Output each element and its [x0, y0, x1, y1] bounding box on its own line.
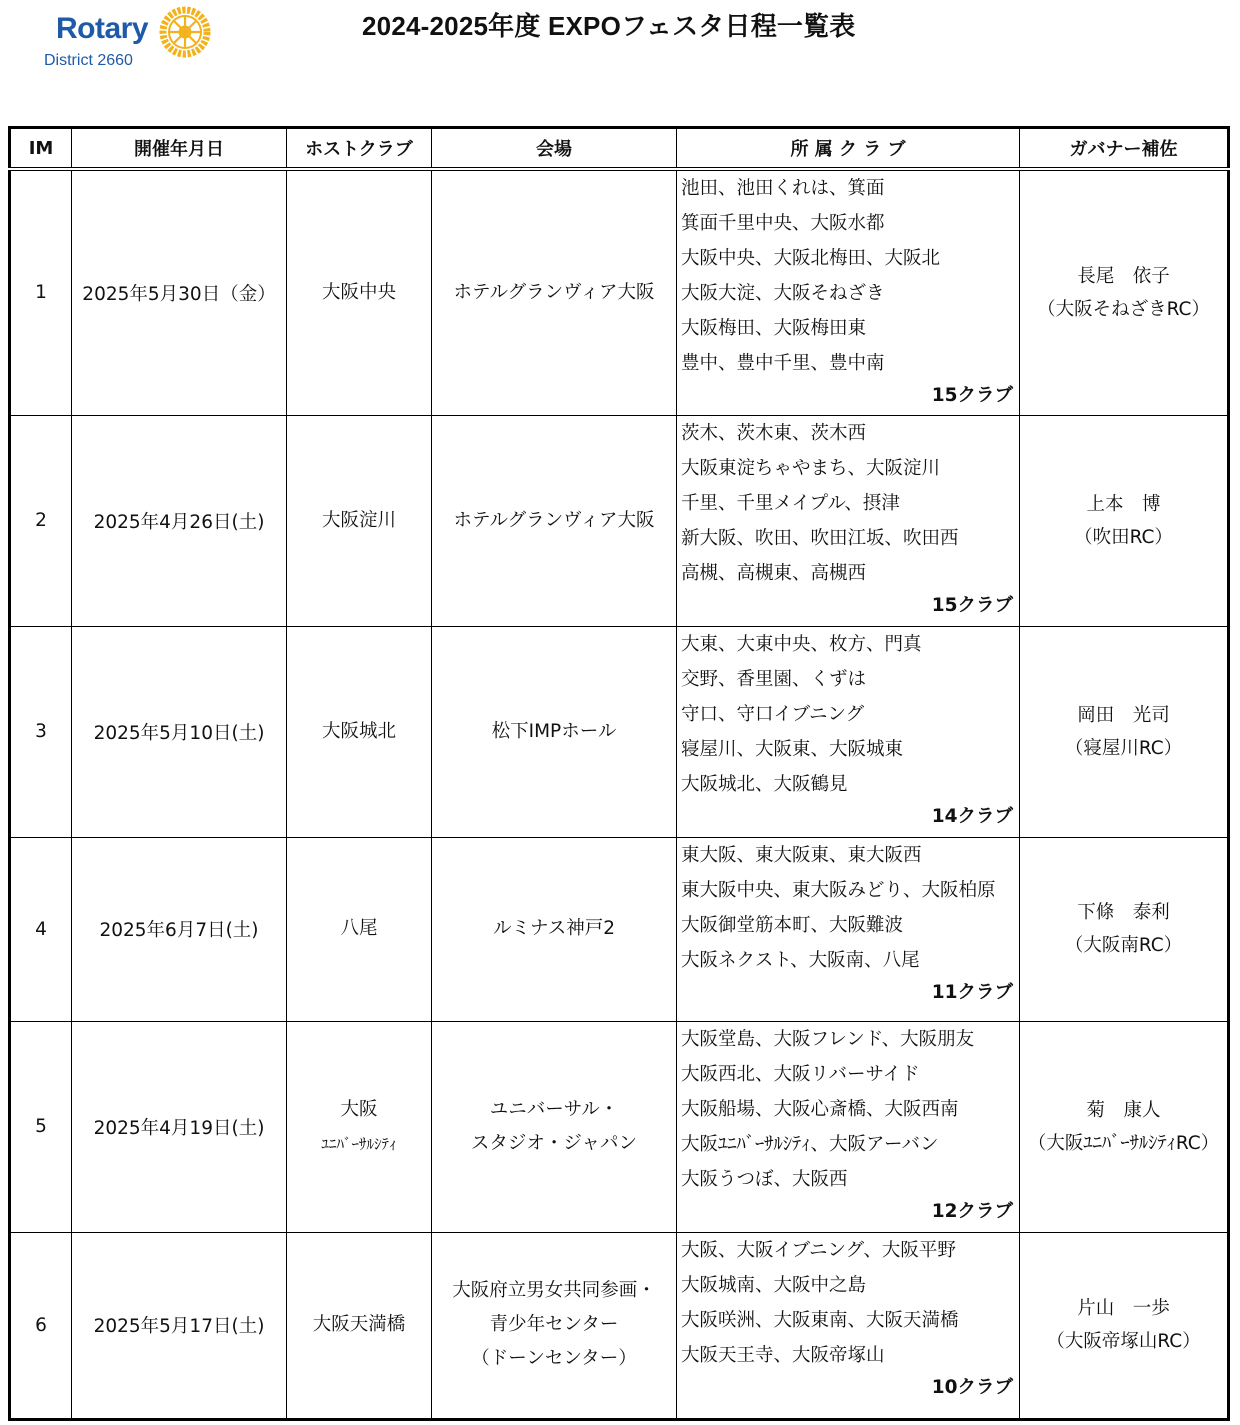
club-line: 高槻、高槻東、高槻西 — [681, 562, 867, 584]
date-cell: 2025年6月7日(土) — [72, 837, 287, 1021]
club-count: 12クラブ — [931, 1200, 1013, 1222]
logo-district: District 2660 — [44, 52, 133, 69]
venue-cell — [432, 415, 677, 626]
governor-cell — [1020, 626, 1229, 837]
club-count: 14クラブ — [931, 805, 1013, 827]
date-cell: 2025年5月30日（金） — [72, 169, 287, 415]
host-cell — [287, 1232, 432, 1419]
venue-line: スタジオ・ジャパン — [470, 1132, 638, 1154]
venue-line: （ドーンセンター） — [471, 1348, 637, 1369]
date-cell: 2025年4月26日(土) — [72, 415, 287, 626]
club-line: 大阪梅田、大阪梅田東 — [681, 318, 867, 339]
im-cell: 4 — [10, 837, 72, 1021]
governor-cell — [1020, 415, 1229, 626]
column-header-im: IM — [10, 128, 72, 170]
club-line: 大東、大東中央、枚方、門真 — [681, 633, 922, 655]
club-count: 11クラブ — [931, 981, 1013, 1003]
clubs-cell — [677, 169, 1020, 415]
club-line: 大阪大淀、大阪そねざき — [681, 283, 885, 304]
club-line: 豊中、豊中千里、豊中南 — [681, 353, 885, 374]
host-line: 八尾 — [340, 918, 378, 939]
club-line: 寝屋川、大阪東、大阪城東 — [681, 738, 904, 760]
schedule-table — [8, 126, 1230, 1421]
club-line: 新大阪、吹田、吹田江坂、吹田西 — [681, 527, 959, 549]
rotary-logo — [40, 2, 230, 74]
club-line: 大阪うつぼ、大阪西 — [681, 1168, 848, 1190]
host-cell — [287, 1021, 432, 1232]
im-cell: 3 — [10, 626, 72, 837]
column-header-clubs: 所 属 ク ラ ブ — [677, 128, 1020, 170]
host-line: 大阪城北 — [321, 720, 396, 742]
club-line: 東大阪、東大阪東、東大阪西 — [681, 844, 922, 866]
club-line: 大阪城南、大阪中之島 — [681, 1274, 867, 1296]
venue-cell — [432, 1021, 677, 1232]
table-body — [10, 169, 1229, 1419]
club-line: 茨木、茨木東、茨木西 — [681, 422, 867, 444]
date-cell: 2025年5月17日(土) — [72, 1232, 287, 1419]
club-line: 大阪東淀ちゃやまち、大阪淀川 — [681, 457, 941, 479]
table-row — [10, 1232, 1229, 1419]
governor-cell — [1020, 1232, 1229, 1419]
governor-club: （大阪そねざきRC） — [1037, 298, 1210, 320]
table-row — [10, 837, 1229, 1021]
logo-text: Rotary — [56, 12, 149, 45]
club-line: 大阪天王寺、大阪帝塚山 — [681, 1344, 885, 1366]
page-title: 2024-2025年度 EXPOフェスタ日程一覧表 — [362, 11, 856, 41]
club-line: 大阪御堂筋本町、大阪難波 — [681, 914, 904, 936]
club-count: 10クラブ — [931, 1376, 1013, 1398]
club-line: 大阪堂島、大阪フレンド、大阪朋友 — [681, 1028, 975, 1050]
club-line: 大阪中央、大阪北梅田、大阪北 — [681, 248, 941, 269]
venue-cell — [432, 626, 677, 837]
venue-cell — [432, 169, 677, 415]
host-line: 大阪天満橋 — [312, 1314, 406, 1335]
club-line: 交野、香里園、くずは — [681, 668, 867, 690]
host-line: 大阪中央 — [321, 281, 396, 303]
venue-line: ホテルグランヴィア大阪 — [453, 509, 655, 531]
date-cell: 2025年4月19日(土) — [72, 1021, 287, 1232]
host-cell — [287, 169, 432, 415]
governor-name: 長尾 依子 — [1077, 265, 1170, 287]
im-cell: 6 — [10, 1232, 72, 1419]
governor-name: 下條 泰利 — [1077, 902, 1170, 923]
table-row — [10, 626, 1229, 837]
host-line: ﾕﾆﾊﾞｰｻﾙｼﾃｨ — [321, 1134, 397, 1153]
club-line: 箕面千里中央、大阪水都 — [681, 213, 885, 234]
table-row — [10, 169, 1229, 415]
host-cell — [287, 626, 432, 837]
club-line: 東大阪中央、東大阪みどり、大阪柏原 — [681, 879, 996, 901]
governor-name: 片山 一歩 — [1077, 1298, 1170, 1319]
im-cell: 5 — [10, 1021, 72, 1232]
governor-cell — [1020, 837, 1229, 1021]
host-cell — [287, 837, 432, 1021]
club-line: 大阪ネクスト、大阪南、八尾 — [681, 949, 920, 971]
governor-club: （大阪南RC） — [1064, 935, 1183, 956]
venue-line: 松下IMPホール — [491, 720, 617, 742]
venue-line: 大阪府立男女共同参画・ — [452, 1280, 656, 1301]
clubs-cell — [677, 415, 1020, 626]
rotary-wheel-icon — [155, 2, 215, 62]
governor-club: （寝屋川RC） — [1064, 737, 1183, 759]
club-line: 大阪城北、大阪鶴見 — [681, 773, 848, 795]
clubs-cell — [677, 1021, 1020, 1232]
venue-line: ユニバーサル・ — [489, 1098, 619, 1120]
club-count: 15クラブ — [931, 594, 1013, 616]
governor-cell — [1020, 169, 1229, 415]
column-header-host: ホストクラブ — [287, 128, 432, 170]
column-header-date: 開催年月日 — [72, 128, 287, 170]
club-line: 大阪西北、大阪リバーサイド — [681, 1063, 920, 1085]
governor-name: 上本 博 — [1086, 493, 1161, 515]
host-cell — [287, 415, 432, 626]
column-header-venue: 会場 — [432, 128, 677, 170]
column-header-governor: ガバナー補佐 — [1020, 128, 1229, 170]
venue-cell — [432, 1232, 677, 1419]
clubs-cell — [677, 626, 1020, 837]
venue-cell — [432, 837, 677, 1021]
table-header-row — [10, 128, 1229, 170]
club-count: 15クラブ — [931, 385, 1013, 406]
governor-club: （大阪帝塚山RC） — [1046, 1331, 1201, 1352]
clubs-cell — [677, 837, 1020, 1021]
club-line: 大阪咲洲、大阪東南、大阪天満橋 — [681, 1309, 959, 1331]
governor-cell — [1020, 1021, 1229, 1232]
im-cell: 1 — [10, 169, 72, 415]
club-line: 大阪船場、大阪心斎橋、大阪西南 — [681, 1098, 959, 1120]
governor-club: （吹田RC） — [1074, 526, 1173, 548]
governor-club: （大阪ﾕﾆﾊﾞｰｻﾙｼﾃｨRC） — [1027, 1132, 1220, 1154]
venue-line: 青少年センター — [489, 1314, 619, 1335]
host-line: 大阪淀川 — [321, 509, 396, 531]
table-row — [10, 415, 1229, 626]
im-cell: 2 — [10, 415, 72, 626]
table-row — [10, 1021, 1229, 1232]
club-line: 池田、池田くれは、箕面 — [681, 178, 885, 199]
governor-name: 菊 康人 — [1086, 1099, 1161, 1121]
club-line: 大阪、大阪イブニング、大阪平野 — [681, 1239, 956, 1261]
club-line: 千里、千里メイプル、摂津 — [681, 492, 900, 514]
governor-name: 岡田 光司 — [1077, 704, 1170, 726]
clubs-cell — [677, 1232, 1020, 1419]
venue-line: ホテルグランヴィア大阪 — [453, 281, 655, 303]
club-line: 守口、守口イブニング — [681, 703, 865, 725]
venue-line: ルミナス神戸2 — [492, 918, 616, 939]
date-cell: 2025年5月10日(土) — [72, 626, 287, 837]
club-line: 大阪ﾕﾆﾊﾞｰｻﾙｼﾃｨ、大阪アーバン — [681, 1133, 939, 1155]
host-line: 大阪 — [340, 1098, 378, 1120]
